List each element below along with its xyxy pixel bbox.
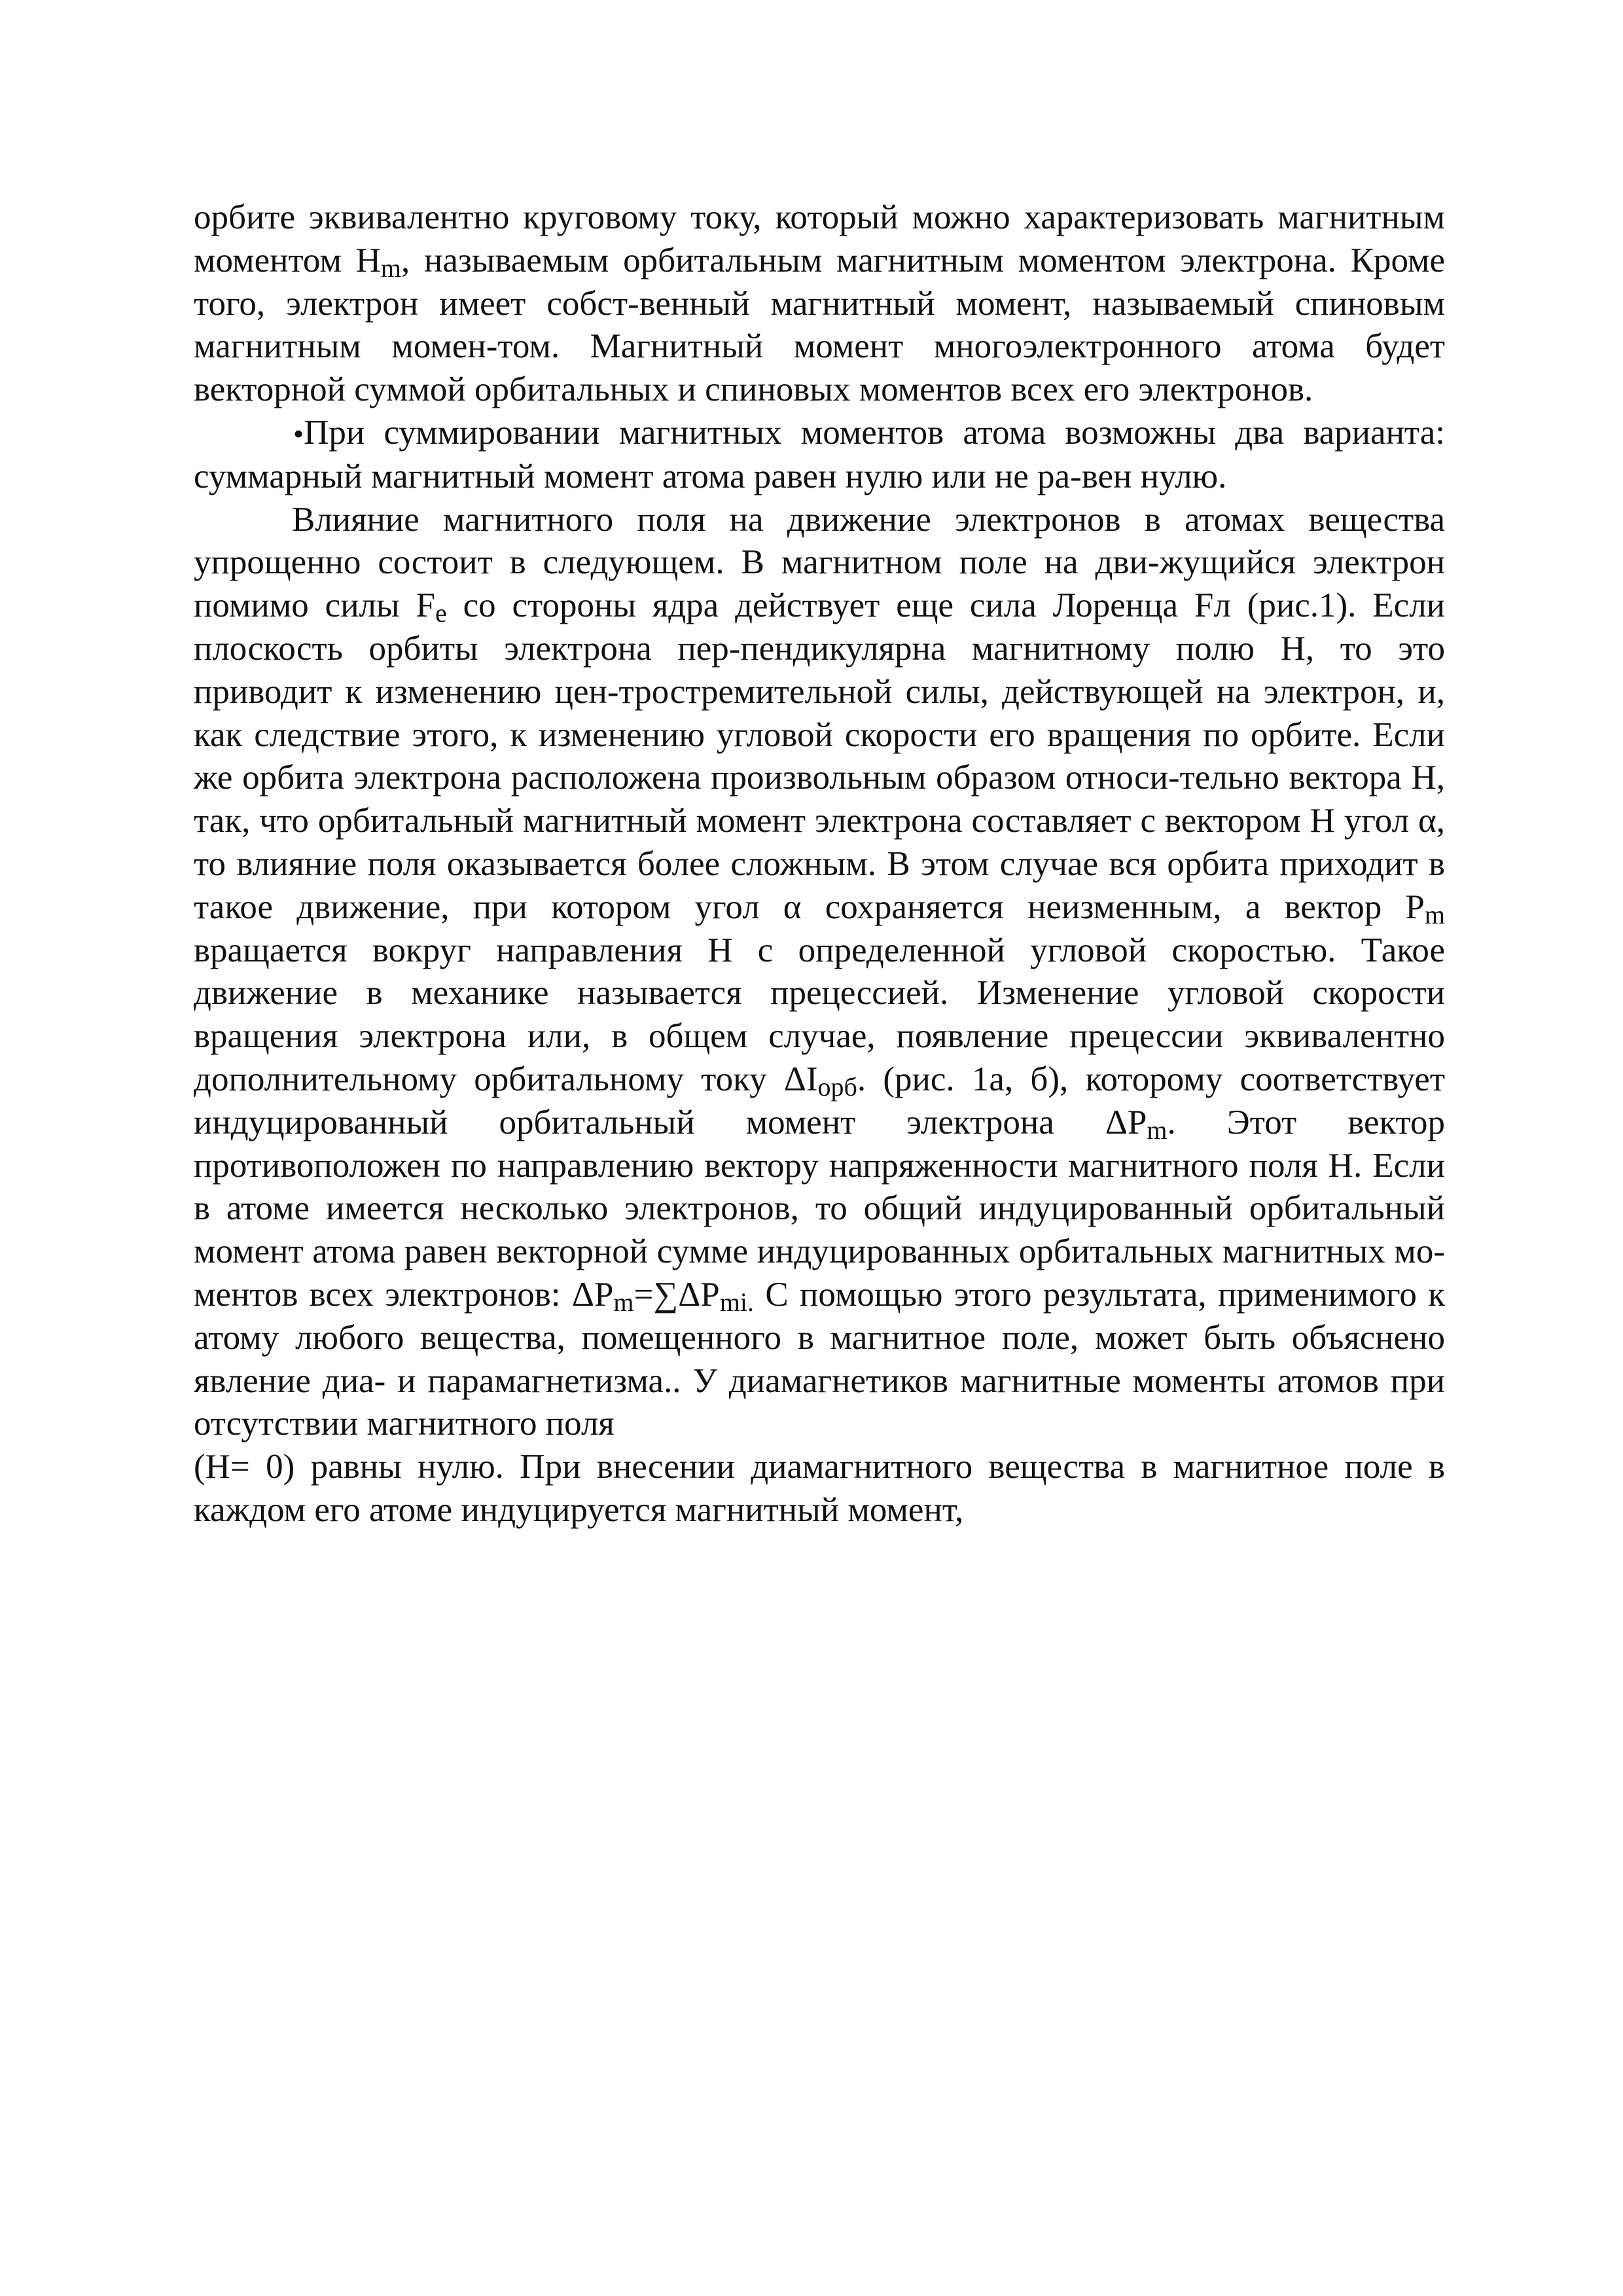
paragraph-field-influence — [194, 499, 1445, 1446]
text-run: (H= 0) равны нулю. При внесении диамагнитного вещества в магнитное поле в каждом его атоме индуцируется магнитный момент, — [194, 1448, 1445, 1529]
text-run: При суммировании магнитных моментов атома возможны два варианта: суммарный магнитный момент атома равен нулю или не ра-вен нулю. — [194, 413, 1445, 495]
text-run: со стороны ядра действует еще сила Лоренца Fл (рис.1). Если плоскость орбиты электрона пер-пендикулярна магнитному полю H, то это приводит к изменению цен-тростремительной силы, действующей на электрон, и, как следствие этого, к изменению угловой скорости его вращения по орбите. Если же орбита электрона расположена произвольным образом относи-тельно вектора H, так, что орбитальный магнитный момент электрона составляет с вектором H угол α, то влияние поля оказывается более сложным. В этом случае вся орбита приходит в такое движение, при котором угол α сохраняется неизменным, а вектор P — [194, 586, 1446, 926]
subscript: m — [1424, 899, 1445, 929]
subscript: m — [1147, 1115, 1168, 1145]
text-run: . (рис. 1а, б), которому соответствует индуцированный орбитальный момент электрона ΔP — [194, 1060, 1445, 1141]
paragraph-orbital-moment — [194, 196, 1445, 412]
paragraph-diamagnetics — [194, 1446, 1445, 1532]
text-run: =∑ΔP — [633, 1275, 720, 1314]
text-run: Влияние магнитного поля на движение электронов в атомах вещества упрощенно состоит в следующем. В магнитном поле на дви-жущийся электрон помимо силы F — [194, 500, 1445, 625]
subscript: e — [435, 598, 447, 628]
bullet-icon: • — [293, 416, 304, 450]
document-body — [194, 196, 1445, 1532]
subscript: m — [613, 1287, 634, 1317]
subscript: m — [380, 253, 402, 283]
paragraph-bullet-sum — [194, 412, 1445, 499]
text-run: . Этот вектор противоположен по направлению вектору напряженности магнитного поля H. Если в атоме имеется несколько электронов, то общий индуцированный орбитальный момент атома равен векторной сумме индуцированных орбитальных магнитных мо-ментов всех электронов: ΔP — [194, 1103, 1445, 1314]
subscript: mi. — [719, 1287, 755, 1317]
text-run: С помощью этого результата, применимого к атому любого вещества, помещенного в магнитное поле, может быть объяснено явление диа- и парамагнетизма.. У диамагнетиков магнитные моменты атомов при отсутствии магнитного поля — [194, 1275, 1445, 1443]
text-run: , называемым орбитальным магнитным моментом электрона. Кроме того, электрон имеет собст-венный магнитный момент, называемый спиновым магнитным момен-том. Магнитный момент многоэлектронного атома будет векторной суммой орбитальных и спиновых моментов всех его электронов. — [194, 241, 1446, 409]
text-run: вращается вокруг направления H с определенной угловой скоростью. Такое движение в механике называется прецессией. Изменение угловой скорости вращения электрона или, в общем случае, появление прецессии эквивалентно дополнительному орбитальному току ΔI — [194, 931, 1445, 1098]
subscript: орб — [817, 1071, 857, 1102]
text-run: орбите эквивалентно круговому току, который можно характеризовать магнитным моментом H — [194, 198, 1445, 279]
